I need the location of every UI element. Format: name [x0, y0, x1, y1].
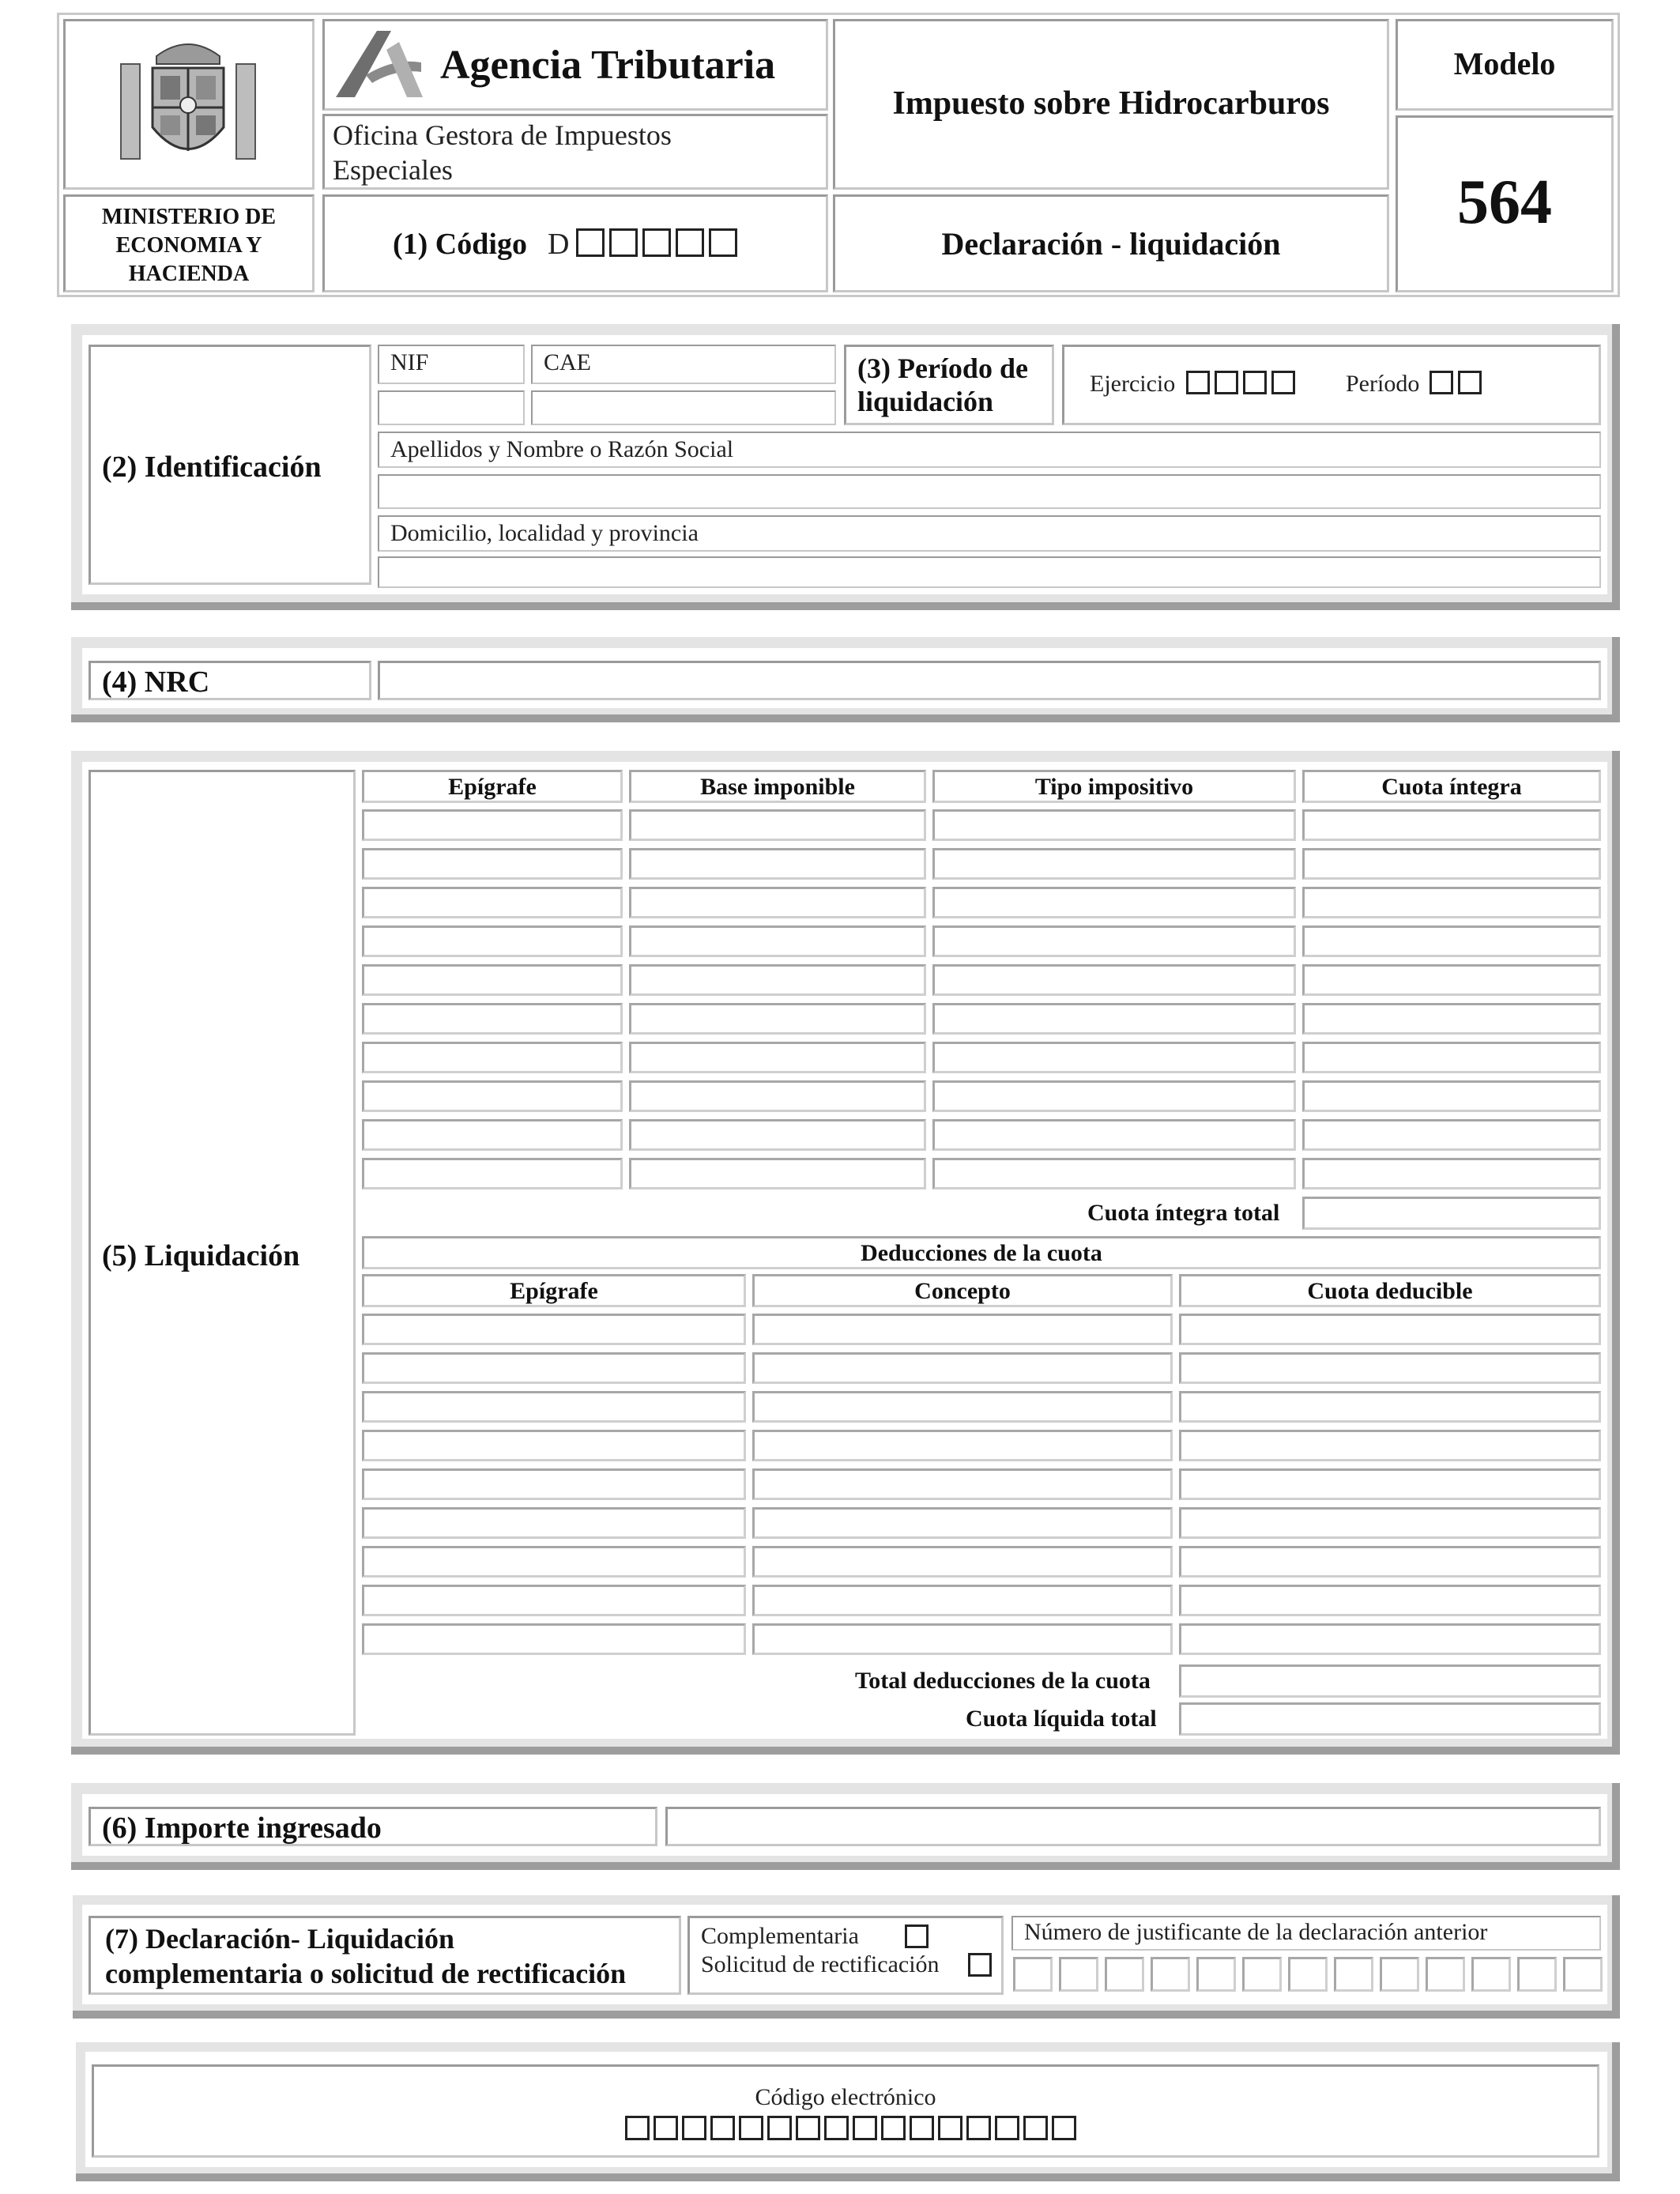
- code-digit-box[interactable]: [576, 228, 605, 257]
- justificante-digit-box[interactable]: [1151, 1957, 1190, 1992]
- tax-table-cell[interactable]: [1302, 1042, 1601, 1073]
- model-number: 564: [1457, 168, 1552, 237]
- justificante-digit-box[interactable]: [1013, 1957, 1053, 1992]
- identification-label: (2) Identificación: [102, 450, 322, 484]
- deduction-table-cell[interactable]: [362, 1314, 746, 1345]
- ejercicio-label: Ejercicio: [1090, 371, 1176, 397]
- code-box: [322, 194, 828, 292]
- justificante-digit-box[interactable]: [1334, 1957, 1373, 1992]
- tax-table-cell[interactable]: [1302, 1003, 1601, 1035]
- electronic-code-digit-box[interactable]: [938, 2116, 962, 2140]
- electronic-code-digit-box[interactable]: [767, 2116, 792, 2140]
- column-header-tipo-impositivo: Tipo impositivo: [932, 770, 1296, 803]
- cae-field[interactable]: [531, 390, 836, 425]
- tax-table-cell[interactable]: [629, 1158, 926, 1189]
- tax-table-cell[interactable]: [629, 1080, 926, 1112]
- nif-label: NIF: [390, 349, 429, 375]
- justificante-digit-box[interactable]: [1105, 1957, 1144, 1992]
- tax-table-cell[interactable]: [1302, 848, 1601, 880]
- tax-table-cell[interactable]: [362, 964, 623, 996]
- ejercicio-digit-box[interactable]: [1186, 371, 1210, 394]
- total-deductions-label: Total deducciones de la cuota: [855, 1668, 1151, 1694]
- tax-table-cell[interactable]: [629, 887, 926, 918]
- deduction-table-cell[interactable]: [362, 1507, 746, 1539]
- name-label: Apellidos y Nombre o Razón Social: [390, 436, 734, 462]
- deduction-table-cell[interactable]: [1179, 1352, 1601, 1384]
- deduction-table-cell[interactable]: [752, 1352, 1173, 1384]
- deduction-table-cell[interactable]: [362, 1546, 746, 1578]
- complementary-label-box: [89, 1916, 681, 1995]
- tax-table-cell[interactable]: [362, 925, 623, 957]
- declaration-title: Declaración - liquidación: [941, 226, 1281, 262]
- electronic-code-digit-box[interactable]: [682, 2116, 706, 2140]
- tax-table-cell[interactable]: [932, 964, 1296, 996]
- cuota-integra-total-label: Cuota íntegra total: [1087, 1200, 1280, 1226]
- electronic-code-digit-box[interactable]: [966, 2116, 991, 2140]
- code-digit-box[interactable]: [676, 228, 704, 257]
- deductions-title-box: [362, 1236, 1601, 1269]
- tax-table-cell[interactable]: [1302, 1158, 1601, 1189]
- liquidation-label: (5) Liquidación: [102, 1239, 300, 1272]
- justificante-digit-box[interactable]: [1059, 1957, 1098, 1992]
- cuota-integra-total-field[interactable]: [1302, 1197, 1601, 1230]
- period-fields-box: [1062, 345, 1601, 425]
- cae-label-box: [531, 345, 836, 384]
- office-name: Oficina Gestora de Impuestos Especiales: [333, 119, 672, 186]
- deduction-table-cell[interactable]: [1179, 1546, 1601, 1578]
- code-prefix: D: [548, 228, 570, 261]
- model-label-box: [1396, 19, 1614, 111]
- agency-logo-icon: [331, 26, 426, 102]
- code-digit-box[interactable]: [709, 228, 737, 257]
- name-label-box: [378, 432, 1601, 468]
- cae-label: CAE: [544, 349, 591, 375]
- periodo-digit-box[interactable]: [1430, 371, 1453, 394]
- complementaria-checkbox[interactable]: [905, 1924, 929, 1948]
- deduction-table-cell[interactable]: [752, 1391, 1173, 1423]
- deduction-table-cell[interactable]: [1179, 1507, 1601, 1539]
- tax-table-cell[interactable]: [362, 809, 623, 841]
- rectificacion-checkbox[interactable]: [968, 1953, 992, 1977]
- justificante-label: Número de justificante de la declaración anterior: [1024, 1919, 1488, 1945]
- deduction-header-cuota-deducible: Cuota deducible: [1179, 1274, 1601, 1307]
- deduction-table-cell[interactable]: [362, 1585, 746, 1616]
- column-header-base-imponible: Base imponible: [629, 770, 926, 803]
- column-header-cuota-integra: Cuota íntegra: [1302, 770, 1601, 803]
- code-label: (1) Código: [393, 228, 527, 261]
- ejercicio-digit-box[interactable]: [1215, 371, 1238, 394]
- justificante-digit-box[interactable]: [1517, 1957, 1557, 1992]
- deduction-table-cell[interactable]: [1179, 1391, 1601, 1423]
- tax-table-cell[interactable]: [362, 887, 623, 918]
- deduction-table-cell[interactable]: [362, 1468, 746, 1500]
- electronic-code-digit-box[interactable]: [910, 2116, 934, 2140]
- identification-label-box: [89, 345, 371, 585]
- deduction-table-cell[interactable]: [1179, 1468, 1601, 1500]
- period-label-box: [844, 345, 1054, 425]
- deduction-table-cell[interactable]: [752, 1507, 1173, 1539]
- tax-table-cell[interactable]: [932, 925, 1296, 957]
- ejercicio-boxes: [1186, 371, 1300, 394]
- declaration-box: [833, 194, 1389, 292]
- electronic-code-boxes: [625, 2116, 1080, 2140]
- tax-table-cell[interactable]: [629, 848, 926, 880]
- deduction-table-cell[interactable]: [752, 1314, 1173, 1345]
- deduction-table-cell[interactable]: [752, 1585, 1173, 1616]
- liquidation-label-box: [89, 770, 356, 1736]
- deduction-table-cell[interactable]: [752, 1623, 1173, 1655]
- electronic-label: Código electrónico: [755, 2084, 936, 2110]
- electronic-code-digit-box[interactable]: [853, 2116, 877, 2140]
- electronic-code-digit-box[interactable]: [1052, 2116, 1076, 2140]
- deduction-table-cell[interactable]: [362, 1623, 746, 1655]
- coat-of-arms-icon: [113, 32, 263, 175]
- tax-table-cell[interactable]: [932, 1158, 1296, 1189]
- electronic-code-digit-box[interactable]: [824, 2116, 849, 2140]
- electronic-code-digit-box[interactable]: [654, 2116, 678, 2140]
- deduction-table-cell[interactable]: [362, 1352, 746, 1384]
- address-label: Domicilio, localidad y provincia: [390, 520, 699, 546]
- electronic-box: [92, 2064, 1599, 2158]
- ministry-name: MINISTERIO DE ECONOMIA Y HACIENDA: [101, 205, 277, 286]
- tax-table-cell[interactable]: [932, 809, 1296, 841]
- address-field[interactable]: [378, 556, 1601, 588]
- agency-box: [322, 19, 828, 111]
- electronic-code-digit-box[interactable]: [710, 2116, 735, 2140]
- electronic-code-digit-box[interactable]: [739, 2116, 763, 2140]
- electronic-code-digit-box[interactable]: [881, 2116, 906, 2140]
- tax-table-cell[interactable]: [629, 964, 926, 996]
- code-boxes: [576, 228, 742, 257]
- electronic-code-digit-box[interactable]: [995, 2116, 1019, 2140]
- model-number-box: [1396, 115, 1614, 292]
- name-field[interactable]: [378, 474, 1601, 509]
- deduction-table-cell[interactable]: [1179, 1585, 1601, 1616]
- tax-table-cell[interactable]: [629, 925, 926, 957]
- electronic-code-digit-box[interactable]: [625, 2116, 650, 2140]
- justificante-digit-box[interactable]: [1471, 1957, 1511, 1992]
- deduction-table-cell[interactable]: [752, 1468, 1173, 1500]
- period-label: (3) Período de liquidación: [857, 352, 1028, 417]
- tax-table-cell[interactable]: [932, 1119, 1296, 1151]
- deduction-header-concepto: Concepto: [752, 1274, 1173, 1307]
- electronic-code-digit-box[interactable]: [1023, 2116, 1048, 2140]
- tax-table-cell[interactable]: [932, 1003, 1296, 1035]
- justificante-digit-box[interactable]: [1196, 1957, 1236, 1992]
- address-label-box: [378, 515, 1601, 552]
- tax-table-cell[interactable]: [1302, 809, 1601, 841]
- column-header-epigrafe: Epígrafe: [362, 770, 623, 803]
- tax-table-cell[interactable]: [629, 1042, 926, 1073]
- office-box: [322, 114, 828, 190]
- coat-of-arms-box: [63, 19, 315, 190]
- deduction-table-cell[interactable]: [1179, 1314, 1601, 1345]
- nrc-label-box: [89, 661, 371, 700]
- deduction-table-cell[interactable]: [362, 1430, 746, 1461]
- tax-table-cell[interactable]: [629, 809, 926, 841]
- model-label: Modelo: [1453, 46, 1556, 81]
- complementaria-label: Complementaria: [701, 1923, 859, 1949]
- tax-title: Impuesto sobre Hidrocarburos: [892, 85, 1330, 122]
- rectificacion-label: Solicitud de rectificación: [701, 1951, 940, 1977]
- deduction-table-cell[interactable]: [1179, 1430, 1601, 1461]
- cuota-liquida-total-label: Cuota líquida total: [966, 1706, 1157, 1732]
- tax-table-cell[interactable]: [362, 1042, 623, 1073]
- tax-table-cell[interactable]: [629, 1003, 926, 1035]
- tax-title-box: [833, 19, 1389, 190]
- payment-label-box: [89, 1807, 657, 1846]
- tax-table-cell[interactable]: [362, 1119, 623, 1151]
- deduction-table-cell[interactable]: [752, 1430, 1173, 1461]
- tax-table-cell[interactable]: [1302, 1119, 1601, 1151]
- justificante-digit-box[interactable]: [1426, 1957, 1465, 1992]
- tax-table-cell[interactable]: [932, 1080, 1296, 1112]
- tax-table-cell[interactable]: [362, 1080, 623, 1112]
- cuota-liquida-total-field[interactable]: [1179, 1702, 1601, 1736]
- tax-table-cell[interactable]: [1302, 1080, 1601, 1112]
- tax-table-cell[interactable]: [932, 848, 1296, 880]
- periodo-label: Período: [1346, 371, 1420, 397]
- code-digit-box[interactable]: [609, 228, 638, 257]
- deduction-header-epigrafe: Epígrafe: [362, 1274, 746, 1307]
- total-deductions-field[interactable]: [1179, 1664, 1601, 1698]
- tax-table-cell[interactable]: [932, 887, 1296, 918]
- justificante-label-box: [1011, 1916, 1601, 1951]
- electronic-code-digit-box[interactable]: [796, 2116, 820, 2140]
- tax-table-cell[interactable]: [362, 848, 623, 880]
- tax-table-cell[interactable]: [1302, 964, 1601, 996]
- nif-label-box: [378, 345, 525, 384]
- justificante-digit-box[interactable]: [1380, 1957, 1419, 1992]
- ministry-box: [63, 194, 315, 292]
- tax-table-cell[interactable]: [932, 1042, 1296, 1073]
- tax-table-cell[interactable]: [362, 1158, 623, 1189]
- deduction-table-cell[interactable]: [752, 1546, 1173, 1578]
- justificante-digit-box[interactable]: [1242, 1957, 1282, 1992]
- nrc-field[interactable]: [378, 661, 1601, 700]
- justificante-digit-box[interactable]: [1563, 1957, 1603, 1992]
- payment-field[interactable]: [665, 1807, 1601, 1846]
- tax-table-cell[interactable]: [629, 1119, 926, 1151]
- periodo-digit-box[interactable]: [1458, 371, 1482, 394]
- deduction-table-cell[interactable]: [362, 1391, 746, 1423]
- ejercicio-digit-box[interactable]: [1243, 371, 1267, 394]
- tax-table-cell[interactable]: [1302, 925, 1601, 957]
- nif-field[interactable]: [378, 390, 525, 425]
- deductions-title: Deducciones de la cuota: [861, 1240, 1102, 1266]
- ejercicio-digit-box[interactable]: [1271, 371, 1295, 394]
- complementary-label: (7) Declaración- Liquidación complementaria o solicitud de rectificación: [105, 1923, 627, 1989]
- justificante-digit-box[interactable]: [1288, 1957, 1328, 1992]
- complementary-options-box: [687, 1916, 1004, 1995]
- code-digit-box[interactable]: [642, 228, 671, 257]
- deduction-table-cell[interactable]: [1179, 1623, 1601, 1655]
- tax-table-cell[interactable]: [362, 1003, 623, 1035]
- tax-table-cell[interactable]: [1302, 887, 1601, 918]
- nrc-label: (4) NRC: [102, 665, 210, 699]
- periodo-boxes: [1430, 371, 1486, 394]
- agency-name: Agencia Tributaria: [440, 43, 776, 88]
- payment-label: (6) Importe ingresado: [102, 1811, 382, 1845]
